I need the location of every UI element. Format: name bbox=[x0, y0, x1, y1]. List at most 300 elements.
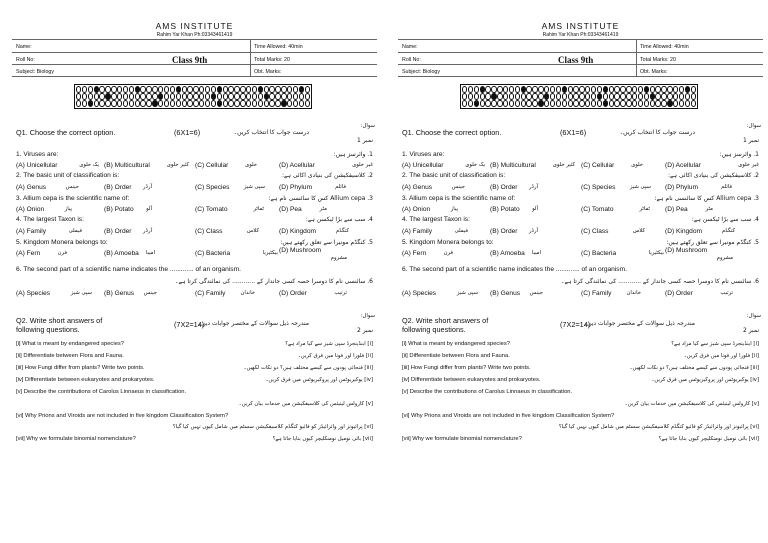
mcq-option-b[interactable]: (B) Order bbox=[104, 228, 132, 235]
question-paper bbox=[398, 0, 763, 543]
roll-number-bubble[interactable] bbox=[562, 86, 567, 93]
roll-number-bubble[interactable] bbox=[626, 86, 631, 93]
roll-number-bubble[interactable] bbox=[497, 100, 502, 107]
roll-number-bubble[interactable] bbox=[691, 86, 696, 93]
roll-number-bubble[interactable] bbox=[503, 93, 508, 100]
mcq-option-a[interactable]: (A) Fern bbox=[16, 250, 41, 257]
roll-number-bubble[interactable] bbox=[521, 100, 526, 107]
roll-number-bubble[interactable] bbox=[655, 86, 660, 93]
roll-number-bubble[interactable] bbox=[603, 86, 608, 93]
roll-number-bubble[interactable] bbox=[673, 100, 678, 107]
roll-number-bubble[interactable] bbox=[609, 100, 614, 107]
roll-number-bubble[interactable] bbox=[468, 93, 473, 100]
mcq-option-d[interactable]: (D) Mushroom bbox=[665, 247, 708, 254]
roll-number-bubble[interactable] bbox=[258, 93, 263, 100]
roll-number-bubble[interactable] bbox=[135, 86, 140, 93]
roll-number-bubble[interactable] bbox=[105, 93, 110, 100]
roll-number-bubble[interactable] bbox=[573, 100, 578, 107]
roll-number-bubble[interactable] bbox=[468, 86, 473, 93]
roll-number-bubble[interactable] bbox=[170, 93, 175, 100]
roll-number-bubble[interactable] bbox=[474, 93, 479, 100]
roll-number-bubble[interactable] bbox=[117, 100, 122, 107]
roll-number-bubble[interactable] bbox=[293, 93, 298, 100]
mcq-option-a-urdu: فیملی bbox=[454, 228, 468, 234]
roll-number-bubble[interactable] bbox=[305, 93, 310, 100]
roll-number-bubble[interactable] bbox=[650, 86, 655, 93]
roll-number-bubble[interactable] bbox=[491, 93, 496, 100]
roll-number-bubble[interactable] bbox=[182, 93, 187, 100]
roll-number-bubble[interactable] bbox=[111, 86, 116, 93]
roll-number-bubble[interactable] bbox=[252, 100, 257, 107]
roll-number-bubble[interactable] bbox=[158, 100, 163, 107]
roll-number-bubble[interactable] bbox=[94, 93, 99, 100]
roll-number-bubble[interactable] bbox=[585, 86, 590, 93]
roll-number-bubble[interactable] bbox=[509, 86, 514, 93]
roll-number-bubble[interactable] bbox=[281, 100, 286, 107]
roll-number-bubble[interactable] bbox=[509, 93, 514, 100]
roll-number-bubble[interactable] bbox=[199, 86, 204, 93]
roll-number-bubble[interactable] bbox=[176, 93, 181, 100]
roll-number-bubble[interactable] bbox=[679, 100, 684, 107]
roll-number-bubble[interactable] bbox=[299, 86, 304, 93]
roll-number-bubble-grid[interactable] bbox=[74, 84, 312, 109]
roll-number-bubble[interactable] bbox=[123, 86, 128, 93]
roll-number-bubble[interactable] bbox=[521, 86, 526, 93]
roll-number-bubble[interactable] bbox=[264, 86, 269, 93]
roll-number-bubble[interactable] bbox=[485, 86, 490, 93]
roll-number-bubble[interactable] bbox=[550, 93, 555, 100]
mcq-option-d-urdu: مٹر bbox=[319, 206, 327, 212]
mcq-option-b[interactable]: (B) Genus bbox=[490, 290, 521, 297]
mcq-option-b[interactable]: (B) Amoeba bbox=[104, 250, 139, 257]
roll-number-bubble[interactable] bbox=[462, 86, 467, 93]
roll-number-bubble[interactable] bbox=[170, 86, 175, 93]
roll-number-bubble[interactable] bbox=[562, 93, 567, 100]
roll-number-bubble[interactable] bbox=[474, 100, 479, 107]
roll-number-bubble[interactable] bbox=[129, 86, 134, 93]
roll-number-bubble[interactable] bbox=[597, 86, 602, 93]
roll-number-bubble[interactable] bbox=[305, 100, 310, 107]
roll-number-bubble[interactable] bbox=[305, 86, 310, 93]
roll-number-bubble[interactable] bbox=[661, 86, 666, 93]
roll-number-bubble[interactable] bbox=[632, 86, 637, 93]
roll-number-bubble[interactable] bbox=[234, 93, 239, 100]
roll-number-bubble[interactable] bbox=[182, 100, 187, 107]
roll-number-bubble[interactable] bbox=[146, 100, 151, 107]
mcq-option-a[interactable]: (A) Genus bbox=[16, 184, 47, 191]
roll-number-bubble[interactable] bbox=[158, 93, 163, 100]
roll-number-bubble[interactable] bbox=[281, 93, 286, 100]
roll-number-bubble[interactable] bbox=[585, 100, 590, 107]
roll-number-bubble[interactable] bbox=[521, 93, 526, 100]
roll-number-bubble[interactable] bbox=[644, 93, 649, 100]
roll-number-bubble[interactable] bbox=[550, 100, 555, 107]
mcq-option-d[interactable]: (D) Kingdom bbox=[279, 228, 317, 235]
roll-number-bubble[interactable] bbox=[246, 86, 251, 93]
roll-number-bubble[interactable] bbox=[614, 86, 619, 93]
roll-number-bubble[interactable] bbox=[140, 100, 145, 107]
roll-number-bubble[interactable] bbox=[679, 86, 684, 93]
roll-number-bubble[interactable] bbox=[655, 100, 660, 107]
mcq-option-a[interactable]: (A) Unicellular bbox=[402, 162, 444, 169]
roll-number-bubble[interactable] bbox=[667, 86, 672, 93]
roll-number-bubble[interactable] bbox=[474, 86, 479, 93]
roll-number-bubble[interactable] bbox=[299, 100, 304, 107]
roll-number-bubble[interactable] bbox=[99, 93, 104, 100]
roll-number-bubble[interactable] bbox=[526, 86, 531, 93]
roll-number-bubble[interactable] bbox=[480, 100, 485, 107]
roll-number-bubble[interactable] bbox=[299, 93, 304, 100]
roll-number-bubble[interactable] bbox=[123, 93, 128, 100]
roll-number-bubble[interactable] bbox=[199, 100, 204, 107]
roll-number-bubble[interactable] bbox=[223, 86, 228, 93]
roll-number-bubble[interactable] bbox=[673, 86, 678, 93]
roll-number-bubble[interactable] bbox=[264, 93, 269, 100]
roll-number-bubble[interactable] bbox=[217, 100, 222, 107]
mcq-option-c[interactable]: (C) Cellular bbox=[195, 162, 229, 169]
roll-number-bubble[interactable] bbox=[609, 86, 614, 93]
mcq-option-d[interactable]: (D) Acellular bbox=[665, 162, 701, 169]
roll-number-bubble[interactable] bbox=[146, 93, 151, 100]
roll-number-bubble[interactable] bbox=[287, 100, 292, 107]
roll-number-bubble[interactable] bbox=[673, 93, 678, 100]
roll-number-bubble[interactable] bbox=[164, 100, 169, 107]
roll-number-bubble[interactable] bbox=[182, 86, 187, 93]
roll-number-bubble[interactable] bbox=[685, 93, 690, 100]
roll-number-bubble[interactable] bbox=[164, 86, 169, 93]
mcq-option-d[interactable]: (D) Phylum bbox=[665, 184, 698, 191]
roll-number-bubble[interactable] bbox=[228, 100, 233, 107]
roll-number-bubble[interactable] bbox=[620, 93, 625, 100]
roll-number-bubble[interactable] bbox=[532, 100, 537, 107]
roll-number-bubble[interactable] bbox=[573, 86, 578, 93]
mcq-option-d[interactable]: (D) Order bbox=[665, 290, 693, 297]
roll-number-bubble[interactable] bbox=[140, 86, 145, 93]
roll-number-bubble[interactable] bbox=[591, 93, 596, 100]
roll-number-bubble[interactable] bbox=[287, 93, 292, 100]
roll-number-bubble[interactable] bbox=[568, 100, 573, 107]
roll-number-bubble[interactable] bbox=[685, 100, 690, 107]
short-question-urdu: [i] اینڈینجرڈ سپی شیز سے کیا مراد ہے؟ bbox=[671, 341, 759, 347]
roll-number-bubble[interactable] bbox=[275, 100, 280, 107]
mcq-option-b[interactable]: (B) Order bbox=[104, 184, 132, 191]
roll-number-bubble[interactable] bbox=[293, 100, 298, 107]
roll-number-bubble[interactable] bbox=[650, 100, 655, 107]
roll-number-bubble[interactable] bbox=[240, 100, 245, 107]
roll-number-bubble[interactable] bbox=[176, 86, 181, 93]
short-question-urdu: [vii] بائی نومیل نومنکلیچر کیوں بنایا جاتا ہے؟ bbox=[272, 436, 373, 442]
mcq-option-a[interactable]: (A) Fern bbox=[402, 250, 427, 257]
roll-number-bubble[interactable] bbox=[223, 100, 228, 107]
roll-number-bubble[interactable] bbox=[193, 93, 198, 100]
roll-number-bubble[interactable] bbox=[614, 93, 619, 100]
roll-number-bubble[interactable] bbox=[275, 93, 280, 100]
roll-number-bubble[interactable] bbox=[544, 100, 549, 107]
roll-number-bubble[interactable] bbox=[532, 86, 537, 93]
roll-number-bubble[interactable] bbox=[252, 93, 257, 100]
roll-number-bubble[interactable] bbox=[556, 93, 561, 100]
roll-number-bubble[interactable] bbox=[597, 100, 602, 107]
roll-number-bubble[interactable] bbox=[211, 100, 216, 107]
mcq-option-c[interactable]: (C) Family bbox=[581, 290, 612, 297]
roll-number-bubble[interactable] bbox=[679, 93, 684, 100]
roll-number-bubble[interactable] bbox=[117, 86, 122, 93]
roll-number-bubble[interactable] bbox=[217, 93, 222, 100]
roll-number-bubble[interactable] bbox=[152, 100, 157, 107]
mcq-option-a[interactable]: (A) Genus bbox=[402, 184, 433, 191]
roll-number-bubble[interactable] bbox=[591, 86, 596, 93]
roll-number-bubble[interactable] bbox=[211, 93, 216, 100]
roll-number-bubble[interactable] bbox=[585, 93, 590, 100]
mcq-option-d[interactable]: (D) Pea bbox=[279, 206, 302, 213]
mcq-option-b[interactable]: (B) Amoeba bbox=[490, 250, 525, 257]
roll-number-bubble[interactable] bbox=[556, 100, 561, 107]
mcq-option-c[interactable]: (C) Tomato bbox=[195, 206, 228, 213]
roll-number-bubble[interactable] bbox=[638, 86, 643, 93]
roll-number-bubble[interactable] bbox=[544, 93, 549, 100]
roll-number-bubble[interactable] bbox=[211, 86, 216, 93]
roll-number-bubble[interactable] bbox=[515, 93, 520, 100]
roll-number-bubble[interactable] bbox=[614, 100, 619, 107]
roll-number-bubble[interactable] bbox=[650, 93, 655, 100]
mcq-option-a[interactable]: (A) Family bbox=[16, 228, 47, 235]
mcq-option-b[interactable]: (B) Potato bbox=[490, 206, 520, 213]
roll-number-bubble[interactable] bbox=[485, 93, 490, 100]
roll-number-bubble[interactable] bbox=[550, 86, 555, 93]
roll-number-bubble[interactable] bbox=[240, 93, 245, 100]
roll-number-bubble[interactable] bbox=[223, 93, 228, 100]
mcq-option-c[interactable]: (C) Tomato bbox=[581, 206, 614, 213]
roll-number-bubble[interactable] bbox=[609, 93, 614, 100]
roll-number-bubble[interactable] bbox=[691, 100, 696, 107]
roll-number-bubble[interactable] bbox=[199, 93, 204, 100]
roll-number-bubble[interactable] bbox=[655, 93, 660, 100]
roll-number-bubble[interactable] bbox=[105, 100, 110, 107]
roll-number-bubble[interactable] bbox=[88, 100, 93, 107]
roll-number-bubble[interactable] bbox=[661, 100, 666, 107]
roll-number-bubble[interactable] bbox=[82, 93, 87, 100]
roll-number-bubble[interactable] bbox=[620, 100, 625, 107]
roll-number-bubble[interactable] bbox=[94, 86, 99, 93]
roll-number-bubble[interactable] bbox=[503, 100, 508, 107]
mcq-option-b[interactable]: (B) Genus bbox=[104, 290, 135, 297]
roll-number-bubble[interactable] bbox=[117, 93, 122, 100]
roll-number-bubble[interactable] bbox=[275, 86, 280, 93]
roll-number-bubble[interactable] bbox=[135, 93, 140, 100]
mcq-option-b[interactable]: (B) Order bbox=[490, 228, 518, 235]
roll-number-bubble[interactable] bbox=[638, 100, 643, 107]
short-question: [v] Describe the contributions of Carolus Linnaeus in classification. bbox=[402, 389, 573, 395]
roll-number-bubble[interactable] bbox=[626, 93, 631, 100]
mcq-option-d[interactable]: (D) Mushroom bbox=[279, 247, 322, 254]
roll-number-bubble[interactable] bbox=[573, 93, 578, 100]
roll-number-bubble[interactable] bbox=[82, 86, 87, 93]
mcq-option-b[interactable]: (B) Potato bbox=[104, 206, 134, 213]
roll-number-bubble[interactable] bbox=[252, 86, 257, 93]
roll-number-bubble[interactable] bbox=[258, 86, 263, 93]
roll-number-bubble[interactable] bbox=[205, 86, 210, 93]
roll-number-bubble[interactable] bbox=[76, 86, 81, 93]
roll-number-bubble[interactable] bbox=[538, 100, 543, 107]
roll-number-bubble[interactable] bbox=[82, 100, 87, 107]
roll-number-bubble[interactable] bbox=[135, 100, 140, 107]
mcq-option-a[interactable]: (A) Unicellular bbox=[16, 162, 58, 169]
mcq-option-d[interactable]: (D) Phylum bbox=[279, 184, 312, 191]
roll-number-bubble[interactable] bbox=[544, 86, 549, 93]
roll-number-bubble[interactable] bbox=[187, 100, 192, 107]
roll-number-bubble[interactable] bbox=[269, 86, 274, 93]
roll-number-bubble[interactable] bbox=[462, 100, 467, 107]
roll-number-bubble[interactable] bbox=[503, 86, 508, 93]
roll-number-bubble[interactable] bbox=[538, 86, 543, 93]
roll-number-bubble[interactable] bbox=[264, 100, 269, 107]
roll-number-bubble[interactable] bbox=[228, 93, 233, 100]
roll-number-bubble[interactable] bbox=[667, 100, 672, 107]
roll-number-bubble[interactable] bbox=[591, 100, 596, 107]
roll-number-bubble[interactable] bbox=[258, 100, 263, 107]
mcq-option-b[interactable]: (B) Multicultural bbox=[490, 162, 536, 169]
mcq-option-a[interactable]: (A) Onion bbox=[16, 206, 45, 213]
roll-number-bubble[interactable] bbox=[88, 86, 93, 93]
roll-number-bubble[interactable] bbox=[234, 86, 239, 93]
mcq-option-d[interactable]: (D) Pea bbox=[665, 206, 688, 213]
roll-number-bubble[interactable] bbox=[538, 93, 543, 100]
roll-number-bubble[interactable] bbox=[644, 86, 649, 93]
roll-number-bubble[interactable] bbox=[140, 93, 145, 100]
roll-number-bubble[interactable] bbox=[281, 86, 286, 93]
roll-number-bubble[interactable] bbox=[193, 100, 198, 107]
roll-number-bubble[interactable] bbox=[568, 93, 573, 100]
roll-number-bubble[interactable] bbox=[234, 100, 239, 107]
roll-number-bubble[interactable] bbox=[532, 93, 537, 100]
mcq-option-b[interactable]: (B) Order bbox=[490, 184, 518, 191]
mcq-option-a[interactable]: (A) Family bbox=[402, 228, 433, 235]
roll-number-bubble[interactable] bbox=[129, 93, 134, 100]
roll-number-bubble[interactable] bbox=[632, 100, 637, 107]
roll-number-bubble[interactable] bbox=[111, 93, 116, 100]
roll-number-bubble[interactable] bbox=[94, 100, 99, 107]
roll-number-bubble[interactable] bbox=[620, 86, 625, 93]
roll-number-bubble[interactable] bbox=[597, 93, 602, 100]
roll-number-bubble[interactable] bbox=[170, 100, 175, 107]
roll-number-bubble[interactable] bbox=[287, 86, 292, 93]
mcq-option-a-urdu: یک خلوی bbox=[79, 162, 99, 168]
roll-number-bubble[interactable] bbox=[99, 86, 104, 93]
roll-number-bubble[interactable] bbox=[667, 93, 672, 100]
roll-number-bubble[interactable] bbox=[526, 93, 531, 100]
roll-number-bubble-grid[interactable] bbox=[460, 84, 698, 109]
short-question-urdu: [v] کارولس لینیئس کی کلاسیفکیشن میں خدمات بیان کریں۔ bbox=[624, 401, 759, 407]
mcq-option-c[interactable]: (C) Species bbox=[581, 184, 616, 191]
roll-number-bubble[interactable] bbox=[579, 100, 584, 107]
mcq-option-d[interactable]: (D) Kingdom bbox=[665, 228, 703, 235]
roll-number-bubble[interactable] bbox=[152, 93, 157, 100]
roll-number-bubble[interactable] bbox=[152, 86, 157, 93]
roll-number-bubble[interactable] bbox=[685, 86, 690, 93]
mcq-option-b[interactable]: (B) Multicultural bbox=[104, 162, 150, 169]
roll-number-bubble[interactable] bbox=[638, 93, 643, 100]
roll-number-bubble[interactable] bbox=[603, 93, 608, 100]
roll-number-bubble[interactable] bbox=[269, 100, 274, 107]
roll-number-bubble[interactable] bbox=[99, 100, 104, 107]
subject-label: Subject: Biology bbox=[402, 69, 440, 75]
mcq-option-d[interactable]: (D) Order bbox=[279, 290, 307, 297]
roll-number-bubble[interactable] bbox=[205, 93, 210, 100]
roll-number-bubble[interactable] bbox=[105, 86, 110, 93]
roll-number-bubble[interactable] bbox=[468, 100, 473, 107]
roll-number-bubble[interactable] bbox=[480, 93, 485, 100]
roll-number-bubble[interactable] bbox=[491, 100, 496, 107]
mcq-option-d[interactable]: (D) Acellular bbox=[279, 162, 315, 169]
roll-number-bubble[interactable] bbox=[661, 93, 666, 100]
mcq-option-c[interactable]: (C) Family bbox=[195, 290, 226, 297]
roll-number-bubble[interactable] bbox=[217, 86, 222, 93]
roll-number-bubble[interactable] bbox=[691, 93, 696, 100]
roll-number-bubble[interactable] bbox=[76, 100, 81, 107]
mcq-option-a[interactable]: (A) Species bbox=[16, 290, 51, 297]
roll-number-bubble[interactable] bbox=[562, 100, 567, 107]
mcq-option-c[interactable]: (C) Bacteria bbox=[581, 250, 617, 257]
roll-number-bubble[interactable] bbox=[491, 86, 496, 93]
roll-number-bubble[interactable] bbox=[626, 100, 631, 107]
roll-number-bubble[interactable] bbox=[205, 100, 210, 107]
roll-number-bubble[interactable] bbox=[246, 93, 251, 100]
roll-number-bubble[interactable] bbox=[88, 93, 93, 100]
roll-number-bubble[interactable] bbox=[129, 100, 134, 107]
roll-number-bubble[interactable] bbox=[515, 86, 520, 93]
roll-number-bubble[interactable] bbox=[497, 93, 502, 100]
roll-number-bubble[interactable] bbox=[526, 100, 531, 107]
roll-number-bubble[interactable] bbox=[509, 100, 514, 107]
roll-number-bubble[interactable] bbox=[480, 86, 485, 93]
roll-number-bubble[interactable] bbox=[193, 86, 198, 93]
mcq-option-c-urdu: ٹماٹر bbox=[253, 206, 264, 212]
roll-number-bubble[interactable] bbox=[462, 93, 467, 100]
mcq-option-c[interactable]: (C) Species bbox=[195, 184, 230, 191]
roll-number-bubble[interactable] bbox=[146, 86, 151, 93]
roll-number-bubble[interactable] bbox=[485, 100, 490, 107]
roll-number-bubble[interactable] bbox=[240, 86, 245, 93]
roll-number-bubble[interactable] bbox=[269, 93, 274, 100]
roll-number-bubble[interactable] bbox=[246, 100, 251, 107]
roll-number-bubble[interactable] bbox=[632, 93, 637, 100]
roll-number-bubble[interactable] bbox=[568, 86, 573, 93]
mcq-option-c[interactable]: (C) Cellular bbox=[581, 162, 615, 169]
roll-number-bubble[interactable] bbox=[228, 86, 233, 93]
roll-number-bubble[interactable] bbox=[111, 100, 116, 107]
roll-number-bubble[interactable] bbox=[497, 86, 502, 93]
roll-number-bubble[interactable] bbox=[164, 93, 169, 100]
mcq-option-a[interactable]: (A) Species bbox=[402, 290, 437, 297]
mcq-option-c[interactable]: (C) Bacteria bbox=[195, 250, 231, 257]
roll-number-bubble[interactable] bbox=[158, 86, 163, 93]
roll-number-bubble[interactable] bbox=[515, 100, 520, 107]
roll-number-bubble[interactable] bbox=[603, 100, 608, 107]
mcq-option-a[interactable]: (A) Onion bbox=[402, 206, 431, 213]
roll-number-bubble[interactable] bbox=[76, 93, 81, 100]
roll-number-bubble[interactable] bbox=[579, 86, 584, 93]
mcq-option-c[interactable]: (C) Class bbox=[581, 228, 609, 235]
roll-number-bubble[interactable] bbox=[556, 86, 561, 93]
mcq-option-c[interactable]: (C) Class bbox=[195, 228, 223, 235]
roll-number-bubble[interactable] bbox=[644, 100, 649, 107]
roll-number-bubble[interactable] bbox=[123, 100, 128, 107]
roll-number-bubble[interactable] bbox=[187, 86, 192, 93]
roll-number-bubble[interactable] bbox=[579, 93, 584, 100]
roll-number-bubble[interactable] bbox=[293, 86, 298, 93]
roll-number-bubble[interactable] bbox=[176, 100, 181, 107]
roll-number-bubble[interactable] bbox=[187, 93, 192, 100]
